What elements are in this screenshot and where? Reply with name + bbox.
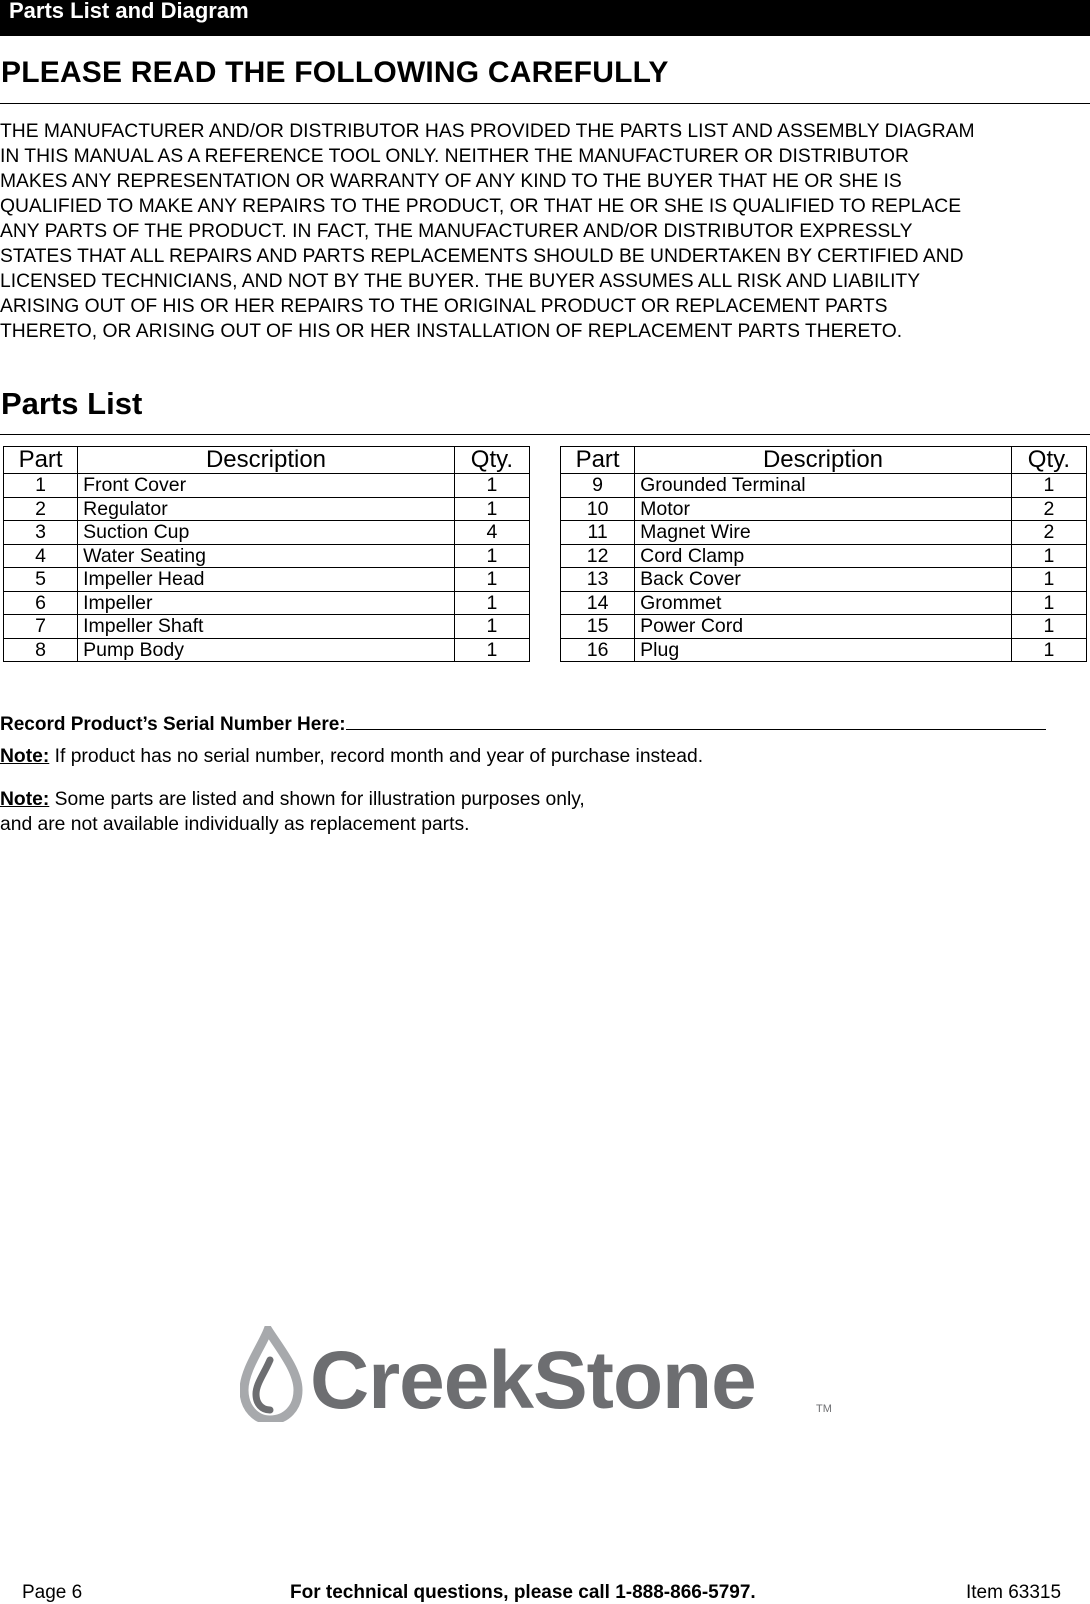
description-cell: Pump Body — [78, 638, 455, 662]
description-cell: Front Cover — [78, 474, 455, 498]
note-label: Note: — [0, 746, 50, 767]
description-cell: Grommet — [635, 591, 1012, 615]
qty-cell: 1 — [1011, 544, 1086, 568]
note-label: Note: — [0, 789, 50, 810]
part-number-cell: 15 — [561, 615, 635, 639]
qty-cell: 1 — [454, 568, 529, 592]
note-illustration — [0, 787, 585, 837]
column-header-description: Description — [635, 447, 1012, 474]
table-row — [4, 568, 530, 592]
qty-cell: 1 — [1011, 615, 1086, 639]
table-row — [561, 591, 1087, 615]
note-text: If product has no serial number, record month and year of purchase instead. — [49, 746, 704, 767]
description-cell: Impeller Shaft — [78, 615, 455, 639]
qty-cell: 1 — [454, 474, 529, 498]
disclaimer-line: ANY PARTS OF THE PRODUCT. IN FACT, THE MANUFACTURER AND/OR DISTRIBUTOR EXPRESSLY — [0, 221, 913, 242]
table-row — [4, 544, 530, 568]
description-cell: Back Cover — [635, 568, 1012, 592]
column-header-part: Part — [561, 447, 635, 474]
column-header-qty: Qty. — [454, 447, 529, 474]
part-number-cell: 5 — [4, 568, 78, 592]
description-cell: Water Seating — [78, 544, 455, 568]
table-row — [561, 474, 1087, 498]
creekstone-logo — [240, 1326, 860, 1422]
table-row — [4, 591, 530, 615]
description-cell: Plug — [635, 638, 1012, 662]
description-cell: Suction Cup — [78, 521, 455, 545]
disclaimer-line: THERETO, OR ARISING OUT OF HIS OR HER INSTALLATION OF REPLACEMENT PARTS THERETO. — [0, 321, 903, 342]
logo-wordmark: CreekStone — [310, 1335, 756, 1422]
table-row — [561, 568, 1087, 592]
description-cell: Motor — [635, 497, 1012, 521]
table-row — [561, 521, 1087, 545]
part-number-cell: 16 — [561, 638, 635, 662]
qty-cell: 1 — [454, 544, 529, 568]
part-number-cell: 14 — [561, 591, 635, 615]
part-number-cell: 9 — [561, 474, 635, 498]
description-cell: Grounded Terminal — [635, 474, 1012, 498]
footer-tech-support: For technical questions, please call 1-888-866-5797. — [290, 1582, 756, 1603]
column-header-description: Description — [78, 447, 455, 474]
qty-cell: 1 — [1011, 474, 1086, 498]
description-cell: Impeller Head — [78, 568, 455, 592]
qty-cell: 2 — [1011, 497, 1086, 521]
table-header-row — [4, 447, 530, 474]
note-text: and are not available individually as replacement parts. — [0, 814, 470, 835]
part-number-cell: 13 — [561, 568, 635, 592]
table-row — [4, 638, 530, 662]
part-number-cell: 1 — [4, 474, 78, 498]
table-row — [4, 497, 530, 521]
part-number-cell: 3 — [4, 521, 78, 545]
qty-cell: 1 — [454, 591, 529, 615]
part-number-cell: 11 — [561, 521, 635, 545]
qty-cell: 4 — [454, 521, 529, 545]
table-header-row — [561, 447, 1087, 474]
part-number-cell: 6 — [4, 591, 78, 615]
divider-rule — [0, 103, 1090, 104]
qty-cell: 1 — [1011, 591, 1086, 615]
disclaimer-line: MAKES ANY REPRESENTATION OR WARRANTY OF ANY KIND TO THE BUYER THAT HE OR SHE IS — [0, 171, 902, 192]
serial-number-label: Record Product’s Serial Number Here: — [0, 714, 346, 735]
parts-table-left — [3, 446, 530, 662]
table-row — [4, 615, 530, 639]
part-number-cell: 2 — [4, 497, 78, 521]
table-row — [561, 615, 1087, 639]
disclaimer-line: QUALIFIED TO MAKE ANY REPAIRS TO THE PRODUCT, OR THAT HE OR SHE IS QUALIFIED TO REPLACE — [0, 196, 962, 217]
column-header-part: Part — [4, 447, 78, 474]
disclaimer-line: THE MANUFACTURER AND/OR DISTRIBUTOR HAS PROVIDED THE PARTS LIST AND ASSEMBLY DIAGRAM — [0, 121, 975, 142]
disclaimer-line: STATES THAT ALL REPAIRS AND PARTS REPLACEMENTS SHOULD BE UNDERTAKEN BY CERTIFIED AND — [0, 246, 964, 267]
table-row — [561, 638, 1087, 662]
qty-cell: 1 — [454, 615, 529, 639]
description-cell: Cord Clamp — [635, 544, 1012, 568]
qty-cell: 1 — [1011, 638, 1086, 662]
table-row — [561, 544, 1087, 568]
footer-page-number: Page 6 — [22, 1582, 83, 1603]
divider-rule — [0, 434, 1090, 435]
disclaimer-paragraph — [0, 119, 1080, 344]
description-cell: Power Cord — [635, 615, 1012, 639]
disclaimer-line: ARISING OUT OF HIS OR HER REPAIRS TO THE ORIGINAL PRODUCT OR REPLACEMENT PARTS — [0, 296, 888, 317]
serial-number-record — [0, 711, 1090, 736]
qty-cell: 1 — [1011, 568, 1086, 592]
water-drop-icon — [244, 1330, 298, 1420]
part-number-cell: 8 — [4, 638, 78, 662]
description-cell: Regulator — [78, 497, 455, 521]
warning-heading: PLEASE READ THE FOLLOWING CAREFULLY — [1, 56, 669, 89]
description-cell: Magnet Wire — [635, 521, 1012, 545]
column-header-qty: Qty. — [1011, 447, 1086, 474]
table-row — [4, 474, 530, 498]
part-number-cell: 12 — [561, 544, 635, 568]
table-row — [4, 521, 530, 545]
parts-list-heading: Parts List — [1, 386, 143, 421]
part-number-cell: 10 — [561, 497, 635, 521]
section-header-bar — [0, 0, 1090, 36]
footer-item-number: Item 63315 — [966, 1582, 1062, 1603]
serial-number-blank-line — [346, 711, 1046, 730]
table-row — [561, 497, 1087, 521]
description-cell: Impeller — [78, 591, 455, 615]
logo-trademark: TM — [816, 1403, 832, 1415]
section-header-title: Parts List and Diagram — [9, 0, 249, 23]
qty-cell: 1 — [454, 497, 529, 521]
note-text: Some parts are listed and shown for illustration purposes only, — [49, 789, 585, 810]
part-number-cell: 7 — [4, 615, 78, 639]
parts-table-right — [560, 446, 1087, 662]
qty-cell: 2 — [1011, 521, 1086, 545]
disclaimer-line: LICENSED TECHNICIANS, AND NOT BY THE BUYER. THE BUYER ASSUMES ALL RISK AND LIABILITY — [0, 271, 921, 292]
disclaimer-line: IN THIS MANUAL AS A REFERENCE TOOL ONLY. NEITHER THE MANUFACTURER OR DISTRIBUTOR — [0, 146, 909, 167]
note-serial — [0, 744, 703, 769]
part-number-cell: 4 — [4, 544, 78, 568]
qty-cell: 1 — [454, 638, 529, 662]
